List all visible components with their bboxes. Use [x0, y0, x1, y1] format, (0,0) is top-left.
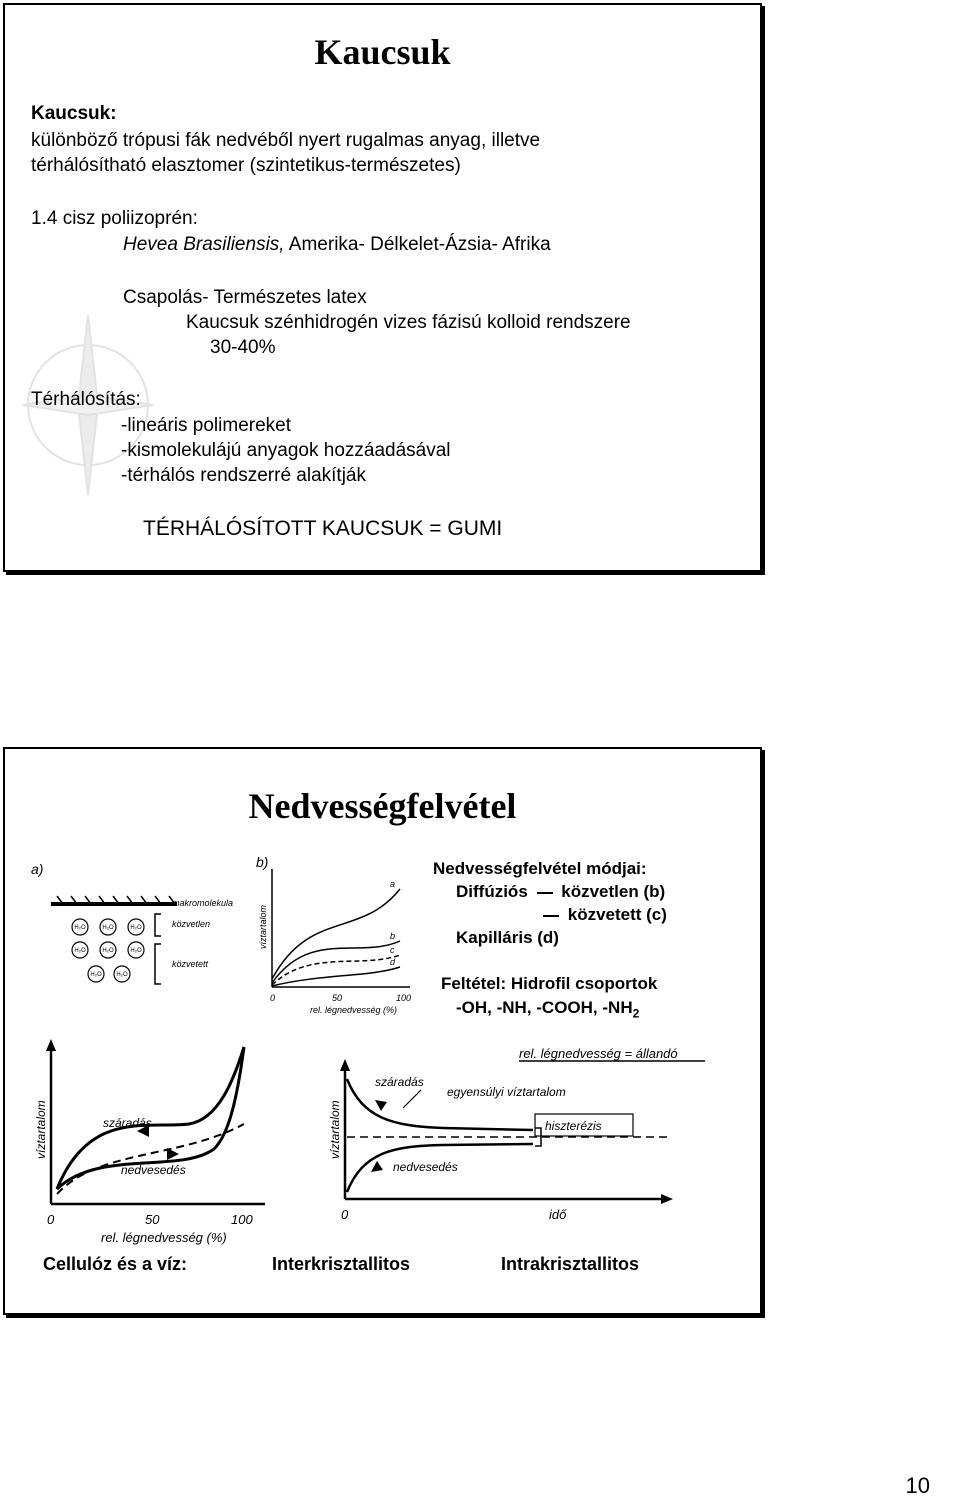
- percent-text: 30-40%: [210, 337, 276, 358]
- figure-d-xaxis: idő: [549, 1207, 567, 1222]
- figure-b-yaxis: víztartalom: [258, 904, 268, 949]
- direct-mode: közvetlen (b): [561, 882, 666, 901]
- figure-b-xaxis: rel. légnedvesség (%): [310, 1005, 398, 1015]
- slide-nedvessegfelvetel: [3, 747, 762, 1315]
- tick-100: 100: [231, 1212, 253, 1227]
- figure-b-sorption-curves: [250, 849, 420, 1019]
- groups-text: -OH, -NH, -COOH, -NH: [456, 998, 633, 1017]
- figure-c-yaxis: víztartalom: [34, 1100, 48, 1159]
- crosslinking-label: Térhálósítás:: [31, 389, 141, 410]
- curve-d-label: d: [390, 957, 396, 967]
- tick-50: 50: [145, 1212, 160, 1227]
- figure-b-label: b): [256, 854, 269, 870]
- tick-0: 0: [270, 993, 276, 1003]
- nedvesedes-label: nedvesedés: [393, 1160, 458, 1174]
- kozvetett-label: közvetett: [172, 959, 209, 969]
- egyensulyi-label: egyensúlyi víztartalom: [447, 1085, 566, 1099]
- condition-text: Feltétel: Hidrofil csoportok: [441, 974, 658, 993]
- species-name: Hevea Brasiliensis,: [123, 234, 285, 255]
- curve-c-label: c: [390, 945, 395, 955]
- svg-text:H₂O: H₂O: [116, 972, 128, 978]
- indirect-line: [543, 903, 667, 927]
- svg-text:H₂O: H₂O: [102, 948, 114, 954]
- caption-intrakrisztallitos: Intrakrisztallitos: [501, 1254, 640, 1274]
- species-line: [123, 233, 551, 257]
- makromolekula-label: makromolekula: [172, 898, 234, 908]
- curve-b-label: b: [390, 931, 396, 941]
- caption-cellulose: Cellulóz és a víz:: [43, 1254, 188, 1274]
- diffusion-label: [456, 880, 665, 904]
- svg-text:H₂O: H₂O: [102, 925, 114, 931]
- szaradas-label: száradás: [103, 1116, 152, 1130]
- colloid-text: Kaucsuk szénhidrogén vizes fázisú kolloid rendszere: [186, 312, 631, 333]
- tapping-text: Csapolás- Természetes latex: [123, 287, 367, 308]
- dash: [537, 892, 553, 894]
- mid-curve: [57, 1124, 244, 1194]
- svg-text:H₂O: H₂O: [90, 972, 102, 978]
- kozvetlen-label: közvetlen: [172, 919, 211, 929]
- hiszterezis-label: hiszterézis: [545, 1119, 602, 1133]
- page-number: 10: [905, 1473, 930, 1498]
- crosslink-step-1: -lineáris polimereket: [121, 415, 292, 436]
- regions: Amerika- Délkelet-Ázsia- Afrika: [284, 234, 551, 255]
- nedvesedes-label: nedvesedés: [121, 1163, 186, 1177]
- constant-humidity-label: rel. légnedvesség = állandó: [519, 1046, 678, 1061]
- tick-0: 0: [47, 1212, 55, 1227]
- slide-title: Nedvességfelvétel: [248, 786, 517, 826]
- origin-label: 0: [341, 1207, 349, 1222]
- tick-100: 100: [396, 993, 412, 1003]
- figure-c-hysteresis-loop: [29, 1039, 269, 1254]
- szaradas-label: száradás: [375, 1075, 424, 1089]
- svg-text:H₂O: H₂O: [74, 925, 86, 931]
- definition-line-1: különböző trópusi fák nedvéből nyert rugalmas anyag, illetve: [31, 130, 541, 151]
- crosslink-step-3: -térhálós rendszerré alakítják: [121, 465, 366, 486]
- caption-interkrisztallitos: Interkrisztallitos: [272, 1254, 411, 1274]
- figure-d-yaxis: víztartalom: [328, 1100, 342, 1159]
- crosslink-step-2: -kismolekulájú anyagok hozzáadásával: [121, 440, 451, 461]
- cis-polyisoprene-label: 1.4 cisz poliizoprén:: [31, 208, 198, 229]
- groups-subscript: 2: [632, 1006, 640, 1021]
- curve-a-label: a: [390, 879, 396, 889]
- svg-text:H₂O: H₂O: [130, 948, 142, 954]
- tick-50: 50: [332, 993, 343, 1003]
- hydrophilic-groups: [456, 996, 639, 1025]
- slide-kaucsuk: [3, 3, 762, 572]
- figure-d-moisture-vs-time: [323, 1034, 713, 1249]
- diffusion-word: Diffúziós: [456, 882, 528, 901]
- conclusion-text: TÉRHÁLÓSÍTOTT KAUCSUK = GUMI: [143, 517, 503, 540]
- definition-label: Kaucsuk:: [31, 103, 117, 124]
- modes-title: Nedvességfelvétel módjai:: [433, 859, 647, 878]
- svg-text:H₂O: H₂O: [130, 925, 142, 931]
- definition-line-2: térhálósítható elasztomer (szintetikus-természetes): [31, 155, 461, 176]
- sorption-curves: [272, 889, 400, 986]
- figure-a-water-binding: [27, 854, 247, 999]
- slide-title: Kaucsuk: [314, 32, 451, 72]
- figure-a-label: a): [31, 861, 44, 877]
- capillary-mode: Kapilláris (d): [456, 928, 559, 947]
- svg-text:H₂O: H₂O: [74, 948, 86, 954]
- indirect-mode: közvetett (c): [567, 905, 667, 924]
- dash: [543, 915, 559, 917]
- figure-c-xaxis: rel. légnedvesség (%): [101, 1230, 227, 1245]
